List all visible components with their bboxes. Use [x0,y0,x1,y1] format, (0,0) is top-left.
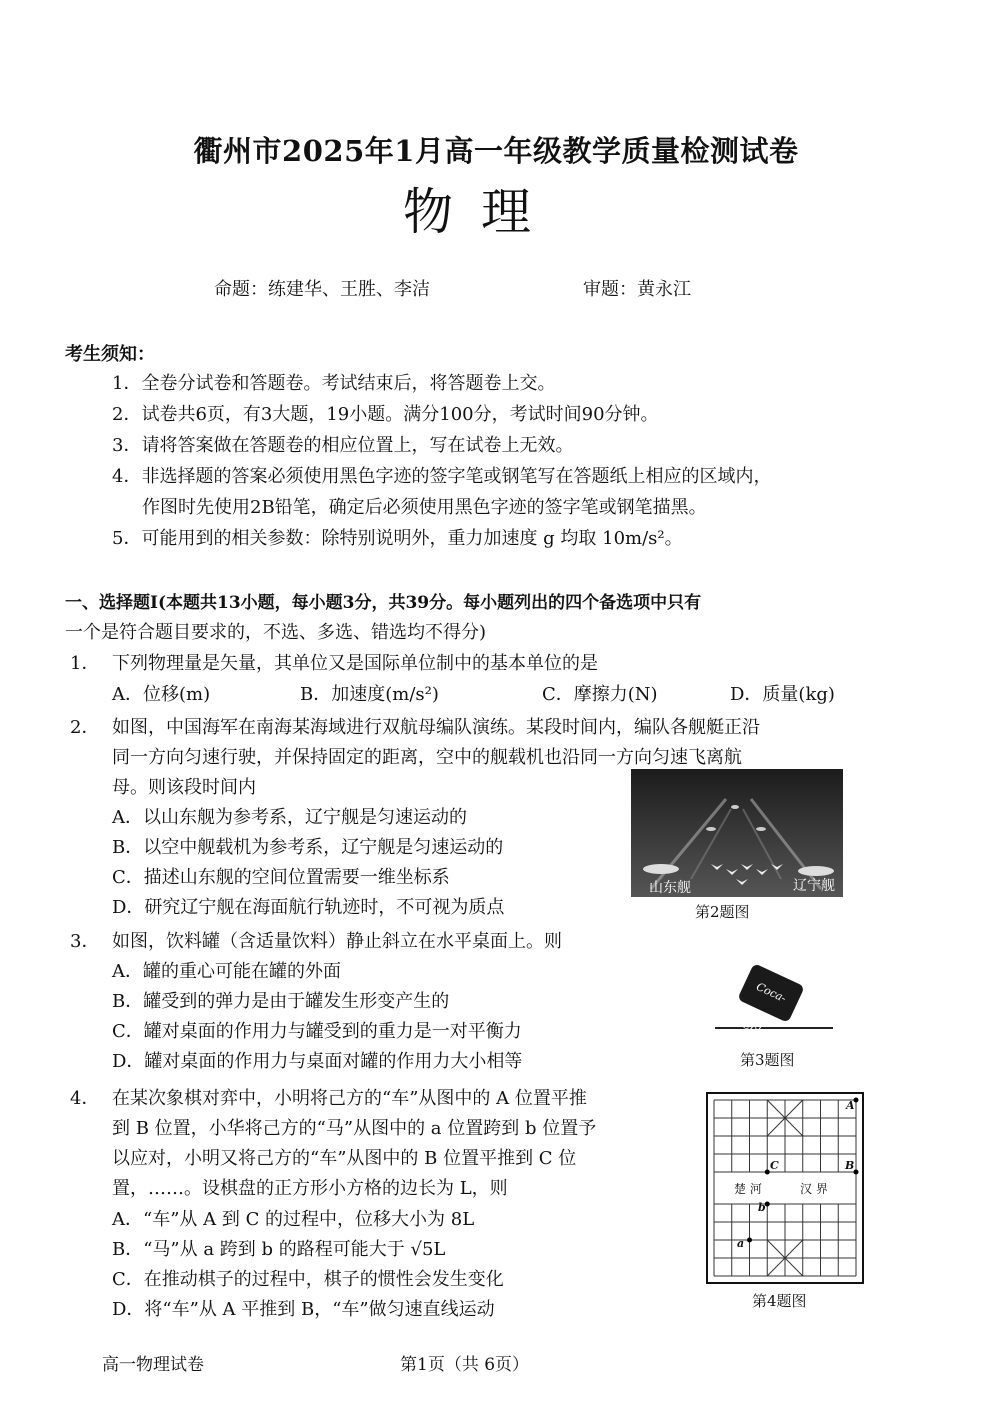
option-a: A．罐的重心可能在罐的外面 [112,961,341,982]
question-stem: 同一方向匀速行驶，并保持固定的距离，空中的舰载机也沿同一方向匀速飞离航 [112,747,742,768]
question-stem: 如图，饮料罐（含适量饮料）静止斜立在水平桌面上。则 [112,931,562,952]
option-b: B．以空中舰载机为参考系，辽宁舰是匀速运动的 [112,837,504,858]
question-stem: 如图，中国海军在南海某海域进行双航母编队演练。某段时间内，编队各舰艇正沿 [112,717,760,738]
can-icon [737,963,805,1040]
label-a: a [737,1237,745,1250]
section-heading: 一、选择题Ⅰ(本题共13小题，每小题3分，共39分。每小题列出的四个备选项中只有 [65,593,702,613]
notice-item: 作图时先使用2B铅笔，确定后必须使用黑色字迹的签字笔或钢笔描黑。 [142,497,707,518]
label-b: b [758,1201,766,1214]
notice-heading: 考生须知： [65,344,155,365]
option-b: B．加速度(m/s²) [300,684,439,705]
option-d: D．将“车”从 A 平推到 B，“车”做匀速直线运动 [112,1299,495,1320]
notice-item: 4．非选择题的答案必须使用黑色字迹的签字笔或钢笔写在答题纸上相应的区域内， [112,466,772,487]
footer-left: 高一物理试卷 [102,1355,204,1375]
point-a [747,1238,752,1243]
question-number: 2． [70,717,100,738]
figure-caption: 第2题图 [695,903,750,921]
option-c: C．罐对桌面的作用力与罐受到的重力是一对平衡力 [112,1021,522,1042]
board-grid [706,1092,864,1284]
option-c: C．描述山东舰的空间位置需要一维坐标系 [112,867,450,888]
carrier-formation-image [631,769,843,897]
label-B: B [845,1159,855,1172]
option-d: D．研究辽宁舰在海面航行轨迹时，不可视为质点 [112,897,505,918]
label-C: C [770,1159,779,1172]
river-label-left: 楚 河 [734,1182,762,1196]
subject-title: 物 理 [403,183,537,241]
question-stem: 母。则该段时间内 [112,777,256,798]
label-shandong: 山东舰 [649,880,691,896]
question-number: 4． [70,1088,100,1109]
figure-caption: 第3题图 [740,1051,795,1069]
notice-item: 2．试卷共6页，有3大题，19小题。满分100分，考试时间90分钟。 [112,404,659,425]
option-b: B．罐受到的弹力是由于罐发生形变产生的 [112,991,450,1012]
figure-caption: 第4题图 [752,1292,807,1310]
footer-page-number: 第1页（共 6页） [400,1355,530,1375]
label-liaoning: 辽宁舰 [793,878,835,894]
option-a: A．以山东舰为参考系，辽宁舰是匀速运动的 [112,807,467,828]
option-b: B．“马”从 a 跨到 b 的路程可能大于 √5L [112,1239,446,1260]
option-c: C．在推动棋子的过程中，棋子的惯性会发生变化 [112,1269,504,1290]
question-stem: 以应对，小明又将己方的“车”从图中的 B 位置平推到 C 位 [112,1148,577,1169]
question-number: 1． [70,653,100,674]
exam-title: 衢州市2025年1月高一年级教学质量检测试卷 [193,134,799,168]
notice-item: 1．全卷分试卷和答题卷。考试结束后，将答题卷上交。 [112,373,556,394]
xiangqi-board [706,1092,864,1284]
point-C [765,1170,770,1175]
question-stem: 置，……。设棋盘的正方形小方格的边长为 L，则 [112,1178,508,1199]
river-label-right: 汉 界 [800,1182,828,1196]
question-stem: 下列物理量是矢量，其单位又是国际单位制中的基本单位的是 [112,653,598,674]
question-stem: 在某次象棋对弈中，小明将己方的“车”从图中的 A 位置平推 [112,1088,587,1109]
label-A: A [846,1099,855,1112]
option-d: D．罐对桌面的作用力与桌面对罐的作用力大小相等 [112,1051,523,1072]
can-logo-text: Coca-Cola [740,979,789,1040]
notice-item: 3．请将答案做在答题卷的相应位置上，写在试卷上无效。 [112,435,574,456]
question-number: 3． [70,931,100,952]
option-a: A．“车”从 A 到 C 的过程中，位移大小为 8L [112,1209,475,1230]
question-stem: 到 B 位置，小华将己方的“马”从图中的 a 位置跨到 b 位置予 [112,1118,597,1139]
reviewer-line: 审题：黄永江 [583,279,691,300]
option-c: C．摩擦力(N) [542,684,658,705]
section-heading-line2: 一个是符合题目要求的，不选、多选、错选均不得分) [65,622,487,643]
option-d: D．质量(kg) [730,684,835,705]
tilted-can-figure [715,965,835,1045]
authors-line: 命题：练建华、王胜、李洁 [214,279,430,300]
notice-item: 5．可能用到的相关参数：除特别说明外，重力加速度 g 均取 10m/s²。 [112,528,683,549]
option-a: A．位移(m) [112,684,211,705]
